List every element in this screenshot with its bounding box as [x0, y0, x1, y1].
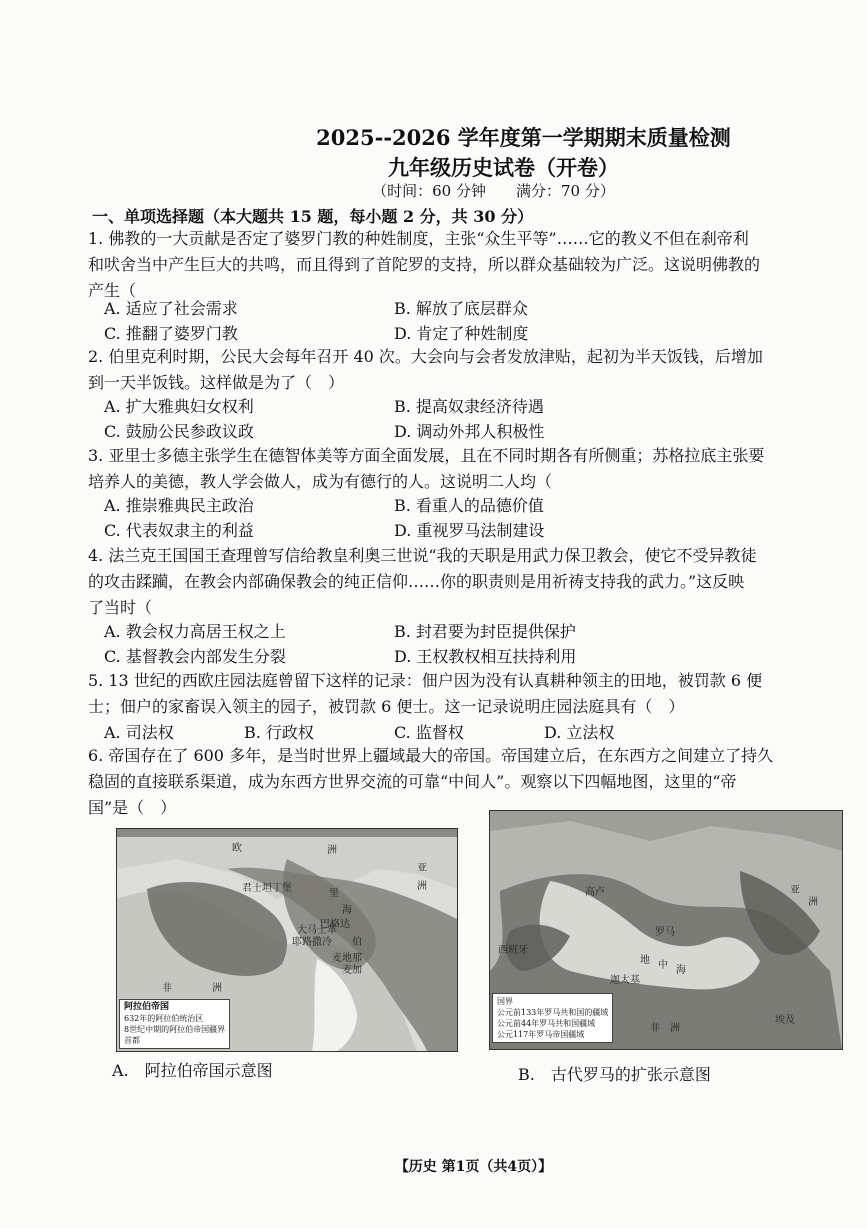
exam-subtitle: 九年级历史试卷（开卷）: [388, 155, 619, 180]
question-5-options: [104, 720, 824, 745]
option-d[interactable]: D. 王权教权相互扶持利用: [394, 647, 577, 666]
question-4: [88, 543, 840, 621]
map-label: 埃及: [775, 1015, 795, 1026]
question-4-options: [104, 619, 824, 669]
legend-item: 公元117年罗马帝国疆域: [497, 1030, 585, 1039]
option-b[interactable]: B. 解放了底层群众: [394, 299, 528, 318]
map-label: 麦加: [342, 965, 362, 976]
map-label: 海: [342, 905, 352, 916]
question-line: 5. 13 世纪的西欧庄园法庭曾留下这样的记录：佃户因为没有认真耕种领主的田地，被罚款 6 便: [88, 671, 763, 690]
map-label: 非: [162, 983, 172, 994]
option-a[interactable]: A. 扩大雅典妇女权利: [104, 397, 254, 416]
map-label: 洲: [670, 1023, 680, 1034]
map-label: 伯: [352, 937, 362, 948]
legend-title: 阿拉伯帝国: [124, 1002, 170, 1012]
legend-item: 8世纪中期的阿拉伯帝国疆界: [124, 1025, 226, 1034]
option-d[interactable]: D. 肯定了种姓制度: [394, 324, 529, 343]
map-label: 里: [329, 888, 339, 899]
question-5: [88, 668, 840, 720]
exam-title: 2025--2026 学年度第一学期期末质量检测: [316, 125, 731, 150]
map-label: 巴格达: [320, 919, 350, 930]
map-label: 高卢: [585, 887, 605, 898]
map-label: 君士坦丁堡: [242, 883, 292, 894]
map-label: 非: [650, 1023, 660, 1034]
question-line: 国”是（ ）: [88, 798, 177, 817]
question-line: 培养人的美德，教人学会做人，成为有德行的人。这说明二人均（: [88, 472, 553, 491]
section-heading: 一、单项选择题（本大题共 15 题，每小题 2 分，共 30 分）: [92, 207, 534, 226]
map-label: 欧: [232, 843, 242, 854]
option-d[interactable]: D. 重视罗马法制建设: [394, 521, 545, 540]
question-line: 4. 法兰克王国国王查理曾写信给教皇利奥三世说“我的天职是用武力保卫教会，使它不受异教徒: [88, 546, 757, 565]
map-b-legend: [492, 993, 613, 1043]
option-d[interactable]: D. 调动外邦人积极性: [394, 422, 545, 441]
option-b[interactable]: B. 提高奴隶经济待遇: [394, 397, 544, 416]
option-b[interactable]: B. 看重人的品德价值: [394, 496, 544, 515]
map-label: 地: [640, 955, 650, 966]
option-a[interactable]: A. 适应了社会需求: [104, 299, 238, 318]
map-label: 中: [658, 960, 668, 971]
question-line: 6. 帝国存在了 600 多年，是当时世界上疆域最大的帝国。帝国建立后，在东西方之间建立了持久: [88, 746, 774, 765]
map-label: 洲: [417, 881, 427, 892]
option-a[interactable]: A. 教会权力高居王权之上: [104, 622, 286, 641]
question-3: [88, 443, 840, 495]
map-label: 迦太基: [610, 975, 640, 986]
question-line: 的攻击蹂躏，在教会内部确保教会的纯正信仰……你的职责则是用祈祷支持我的武力。”这反映: [88, 572, 745, 591]
option-d[interactable]: D. 立法权: [544, 723, 615, 742]
question-line: 士；佃户的家畜误入领主的园子，被罚款 6 便士。这一记录说明庄园法庭具有（ ）: [88, 697, 685, 716]
map-arab-empire[interactable]: [116, 828, 458, 1052]
map-label: 洲: [212, 983, 222, 994]
option-c[interactable]: C. 监督权: [394, 723, 464, 742]
question-line: 稳固的直接联系渠道，成为东西方世界交流的可靠“中间人”。观察以下四幅地图，这里的“帝: [88, 772, 737, 791]
option-b[interactable]: B. 封君要为封臣提供保护: [394, 622, 576, 641]
time-info: （时间：60 分钟 满分：70 分）: [372, 182, 615, 200]
legend-item: 632年的阿拉伯统治区: [124, 1014, 204, 1023]
page-footer: 【历史 第1页（共4页）】: [394, 1159, 553, 1175]
legend-item: 国界: [497, 997, 513, 1006]
legend-item: 首都: [124, 1036, 140, 1045]
map-label: 耶路撒冷: [292, 937, 332, 948]
map-label: 亚: [417, 863, 427, 874]
option-a[interactable]: A. 推崇雅典民主政治: [104, 496, 254, 515]
question-line: 了当时（: [88, 598, 153, 617]
question-1: [88, 226, 840, 304]
question-line: 2. 伯里克利时期，公民大会每年召开 40 次。大会向与会者发放津贴，起初为半天饭钱，后增加: [88, 347, 763, 366]
map-label: 洲: [327, 845, 337, 856]
question-line: 产生（: [88, 281, 137, 300]
option-c[interactable]: C. 鼓励公民参政议政: [104, 422, 254, 441]
question-3-options: [104, 493, 824, 543]
option-a[interactable]: A. 司法权: [104, 723, 174, 742]
map-label: 大马士革: [297, 925, 337, 936]
option-c[interactable]: C. 基督教会内部发生分裂: [104, 647, 286, 666]
map-label: 西班牙: [498, 945, 528, 956]
legend-item: 公元前44年罗马共和国疆域: [497, 1019, 596, 1028]
question-line: 和吠舍当中产生巨大的共鸣，而且得到了首陀罗的支持，所以群众基础较为广泛。这说明佛教的: [88, 255, 761, 274]
map-label: 海: [676, 965, 686, 976]
map-label: 洲: [808, 897, 818, 908]
question-1-options: [104, 296, 824, 346]
legend-item: 公元前133年罗马共和国的疆域: [497, 1008, 609, 1017]
map-a-legend: [119, 999, 230, 1049]
map-label: 罗马: [655, 927, 675, 938]
question-line: 3. 亚里士多德主张学生在德智体美等方面全面发展，且在不同时期各有所侧重；苏格拉底主张要: [88, 446, 765, 465]
question-line: 1. 佛教的一大贡献是否定了婆罗门教的种姓制度，主张“众生平等”……它的教义不但在刹帝利: [88, 229, 749, 248]
option-c[interactable]: C. 代表奴隶主的利益: [104, 521, 254, 540]
map-label: 亚: [790, 885, 800, 896]
map-a-caption: A. 阿拉伯帝国示意图: [112, 1061, 273, 1080]
question-2-options: [104, 394, 824, 444]
option-c[interactable]: C. 推翻了婆罗门教: [104, 324, 238, 343]
map-label: 麦地那: [332, 953, 362, 964]
option-b[interactable]: B. 行政权: [244, 723, 314, 742]
map-roman-expansion[interactable]: [489, 810, 843, 1050]
question-line: 到一天半饭钱。这样做是为了（ ）: [88, 373, 345, 392]
map-b-caption: B. 古代罗马的扩张示意图: [518, 1065, 711, 1084]
question-2: [88, 344, 840, 396]
